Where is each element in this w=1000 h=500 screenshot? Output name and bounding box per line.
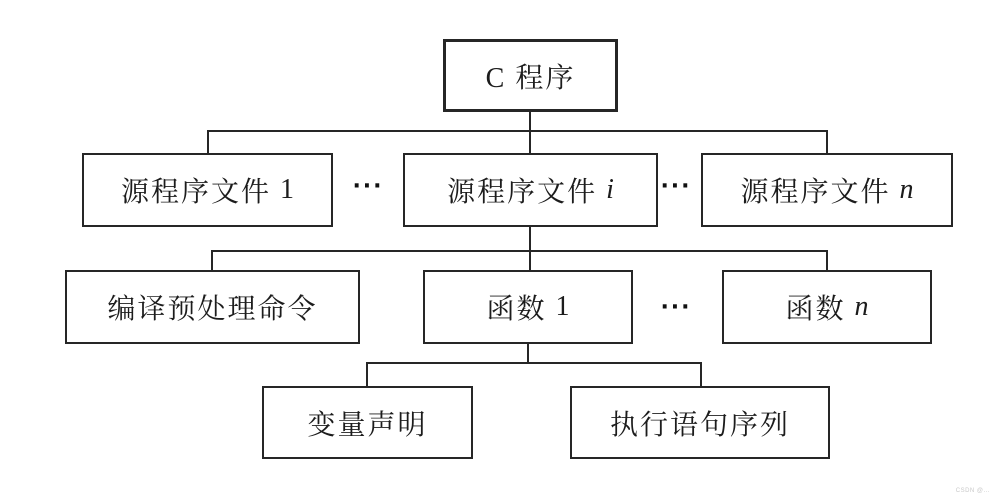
node-c-program-label: C 程序 <box>485 62 576 94</box>
ellipsis-source-files-left: ··· <box>352 173 384 199</box>
connector-srci-stem <box>529 226 531 271</box>
connector-root-stem <box>529 111 531 154</box>
node-function-1-label: 函数 <box>486 294 547 325</box>
connector-level2-drop-left <box>207 130 209 154</box>
node-c-program <box>443 39 618 112</box>
connector-level4-drop-right <box>700 362 702 387</box>
node-preprocess-commands-label: 编译预处理命令 <box>107 294 318 325</box>
node-source-file-1 <box>82 153 333 227</box>
node-source-file-1-label: 源程序文件 <box>120 177 271 208</box>
watermark: CSDN @... <box>955 488 990 494</box>
ellipsis-functions: ··· <box>660 294 692 320</box>
connector-level4-branch <box>366 362 702 364</box>
connector-level2-drop-right <box>826 130 828 154</box>
node-source-file-1-index: 1 <box>280 174 294 205</box>
node-variable-declaration <box>262 386 473 459</box>
node-function-1 <box>423 270 633 344</box>
node-function-n <box>722 270 932 344</box>
node-statement-sequence <box>570 386 830 459</box>
node-variable-declaration-label: 变量声明 <box>307 409 428 441</box>
node-source-file-n-label: 源程序文件 <box>740 177 891 208</box>
node-statement-sequence-label: 执行语句序列 <box>609 409 790 441</box>
node-source-file-n-index: n <box>899 174 914 205</box>
connector-fn1-stem <box>527 343 529 364</box>
node-function-1-index: 1 <box>555 291 570 322</box>
node-function-n-index: n <box>854 291 869 322</box>
node-preprocess-commands <box>65 270 360 344</box>
connector-level3-branch <box>211 250 828 252</box>
connector-level3-drop-left <box>211 250 213 271</box>
node-source-file-i <box>403 153 658 227</box>
node-source-file-i-index: i <box>606 174 614 205</box>
node-source-file-n <box>701 153 953 227</box>
node-source-file-i-label: 源程序文件 <box>447 177 598 208</box>
connector-level2-branch <box>207 130 828 132</box>
node-function-n-label: 函数 <box>785 294 846 325</box>
connector-level4-drop-left <box>366 362 368 387</box>
ellipsis-source-files-right: ··· <box>660 173 692 199</box>
connector-level3-drop-right <box>826 250 828 271</box>
